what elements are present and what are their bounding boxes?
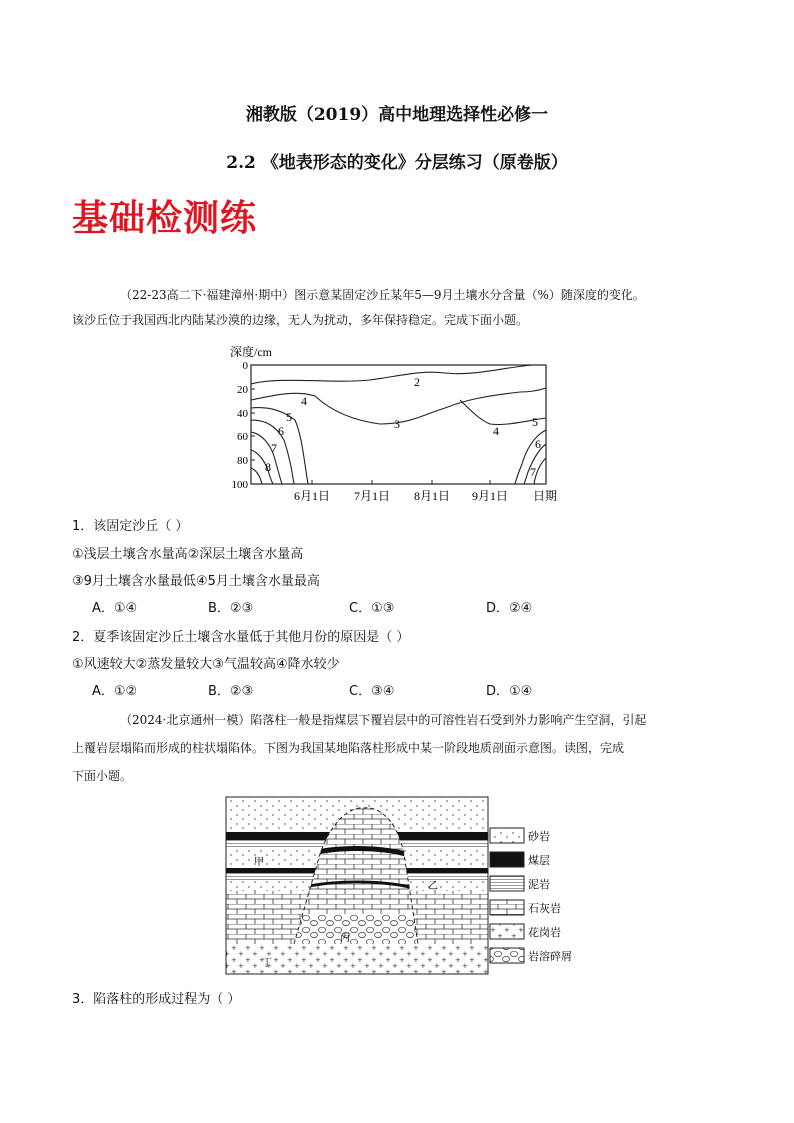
- y-tick-80: 80: [237, 455, 248, 467]
- question-2-choices-line-1: ①风速较大②蒸发量较大③气温较高④降水较少: [72, 657, 340, 672]
- x-tick-sep: 9月1日: [471, 489, 509, 503]
- passage-2-line-2: 上覆岩层塌陷而形成的柱状塌陷体。下图为我国某地陷落柱形成中某一阶段地质剖面示意图。读图，完成: [72, 741, 625, 755]
- x-tick-aug: 8月1日: [413, 489, 451, 503]
- y-tick-20: 20: [237, 384, 248, 396]
- section-heading: 基础检测练: [72, 198, 258, 239]
- legend-granite: 花岗岩: [528, 926, 561, 939]
- question-2-option-c[interactable]: C．③④: [349, 684, 395, 699]
- legend-coal: 煤层: [528, 854, 550, 867]
- question-1-option-b[interactable]: B．②③: [208, 601, 254, 616]
- contour-label-8-left: 8: [265, 460, 271, 474]
- x-tick-jun: 6月1日: [293, 489, 331, 503]
- passage-1-line-1: （22-23高二下·福建漳州·期中）图示意某固定沙丘某年5—9月土壤水分含量（%）随深度的变化。: [120, 288, 645, 302]
- contour-label-3: 3: [394, 417, 400, 431]
- label-yi: 乙: [428, 881, 438, 892]
- geologic-section-figure: [222, 794, 582, 976]
- question-2-stem: 2．夏季该固定沙丘土壤含水量低于其他月份的原因是（ ）: [72, 630, 410, 645]
- passage-1-line-2: 该沙丘位于我国西北内陆某沙漠的边缘，无人为扰动，多年保持稳定。完成下面小题。: [72, 313, 529, 327]
- y-tick-100: 100: [231, 479, 248, 491]
- contour-label-5-right: 5: [532, 415, 538, 429]
- question-1-stem: 1．该固定沙丘（ ）: [72, 519, 189, 534]
- legend-limestone: 石灰岩: [528, 902, 561, 915]
- passage-2-line-3: 下面小题。: [72, 769, 133, 783]
- soil-moisture-contour-figure: [220, 340, 570, 510]
- contour-label-6-left: 6: [278, 424, 284, 438]
- question-1-option-c[interactable]: C．①③: [349, 601, 395, 616]
- y-tick-60: 60: [237, 431, 248, 443]
- question-2-option-d[interactable]: D．①④: [486, 684, 533, 699]
- contour-label-4-left: 4: [301, 394, 307, 408]
- legend: [490, 828, 572, 963]
- question-3-stem: 3．陷落柱的形成过程为（ ）: [72, 992, 241, 1007]
- question-1-choices-line-1: ①浅层土壤含水量高②深层土壤含水量高: [72, 547, 304, 562]
- document-subtitle: 2.2 《地表形态的变化》分层练习（原卷版）: [226, 153, 568, 173]
- y-tick-0: 0: [242, 360, 248, 372]
- legend-mudstone: 泥岩: [528, 878, 550, 891]
- passage-1: [72, 283, 732, 333]
- legend-sandstone: 砂岩: [528, 830, 550, 843]
- contour-label-5-left: 5: [286, 410, 292, 424]
- contour-label-2: 2: [414, 375, 420, 389]
- x-axis-label: 日期: [532, 489, 558, 503]
- label-jia: 甲: [254, 857, 264, 868]
- passage-2-line-1: （2024·北京通州一模）陷落柱一般是指煤层下覆岩层中的可溶性岩石受到外力影响产生空洞，引起: [120, 713, 647, 727]
- question-2-option-a[interactable]: A．①②: [92, 684, 138, 699]
- question-2-option-b[interactable]: B．②③: [208, 684, 254, 699]
- contour-label-4-right: 4: [493, 424, 499, 438]
- label-ding: 丁: [262, 958, 272, 969]
- legend-karst-debris: 岩溶碎屑: [528, 950, 572, 963]
- document-title: 湘教版（2019）高中地理选择性必修一: [245, 105, 549, 125]
- contour-label-6-right: 6: [535, 437, 541, 451]
- question-1-option-a[interactable]: A．①④: [92, 601, 138, 616]
- passage-2: [72, 706, 732, 790]
- y-axis-label: 深度/cm: [230, 345, 272, 359]
- question-1-option-d[interactable]: D．②④: [486, 601, 533, 616]
- y-tick-40: 40: [237, 408, 248, 420]
- label-bing: 丙: [340, 933, 350, 944]
- contour-label-7-right: 7: [530, 465, 536, 479]
- x-tick-jul: 7月1日: [353, 489, 391, 503]
- question-1-choices-line-2: ③9月土壤含水量最低④5月土壤含水量最高: [72, 574, 320, 589]
- contour-label-7-left: 7: [271, 441, 277, 455]
